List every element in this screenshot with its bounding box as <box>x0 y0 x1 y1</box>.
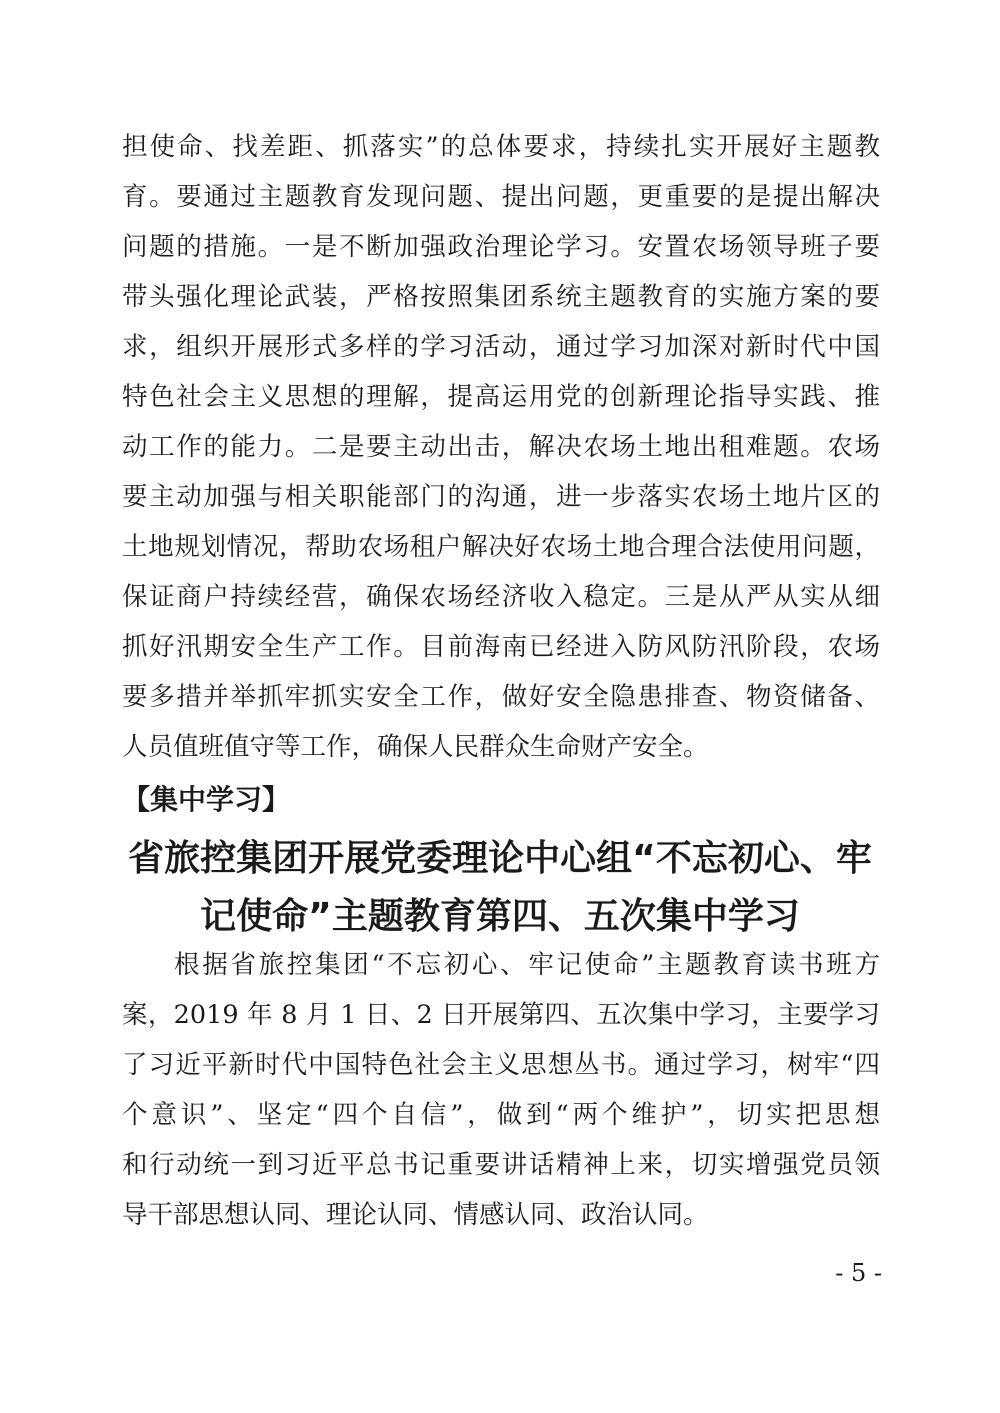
paragraph-line: 根据省旅控集团“不忘初心、牢记使命”主题教育读书班方 <box>174 950 880 980</box>
article-title-line: 省旅控集团开展党委理论中心组“不忘初心、牢 <box>128 838 872 879</box>
article-body <box>122 940 880 1240</box>
paragraph-line: 保证商户持续经营，确保农场经济收入稳定。三是从严从实从细 <box>122 582 880 612</box>
paragraph-line: 人员值班值守等工作，确保人民群众生命财产安全。 <box>122 732 709 762</box>
article-title <box>100 830 900 946</box>
paragraph-line: 问题的措施。一是不断加强政治理论学习。安置农场领导班子要 <box>122 232 880 262</box>
page-number: - 5 - <box>835 1259 882 1287</box>
paragraph-line: 导干部思想认同、理论认同、情感认同、政治认同。 <box>122 1200 709 1230</box>
section-label: 【集中学习】 <box>122 783 291 816</box>
paragraph-line: 要多措并举抓牢抓实安全工作，做好安全隐患排查、物资储备、 <box>122 682 880 712</box>
paragraph-line: 要主动加强与相关职能部门的沟通，进一步落实农场土地片区的 <box>122 482 880 512</box>
paragraph-line: 求，组织开展形式多样的学习活动，通过学习加深对新时代中国 <box>122 332 880 362</box>
paragraph-line: 育。要通过主题教育发现问题、提出问题，更重要的是提出解决 <box>122 182 880 212</box>
paragraph-line: 动工作的能力。二是要主动出击，解决农场土地出租难题。农场 <box>122 432 880 462</box>
paragraph-line: 特色社会主义思想的理解，提高运用党的创新理论指导实践、推 <box>122 382 880 412</box>
paragraph-line: 了习近平新时代中国特色社会主义思想丛书。通过学习，树牢“四 <box>122 1050 880 1080</box>
paragraph-line: 抓好汛期安全生产工作。目前海南已经进入防风防汛阶段，农场 <box>122 632 880 662</box>
paragraph-line: 和行动统一到习近平总书记重要讲话精神上来，切实增强党员领 <box>122 1150 880 1180</box>
paragraph-line: 担使命、找差距、抓落实”的总体要求，持续扎实开展好主题教 <box>122 132 880 162</box>
paragraph-line: 带头强化理论武装，严格按照集团系统主题教育的实施方案的要 <box>122 282 880 312</box>
paragraph-line: 土地规划情况，帮助农场租户解决好农场土地合理合法使用问题， <box>122 532 880 562</box>
top-paragraph <box>122 122 880 772</box>
article-title-line: 记使命”主题教育第四、五次集中学习 <box>200 896 800 937</box>
paragraph-line: 案，2019 年 8 月 1 日、2 日开展第四、五次集中学习，主要学习 <box>122 1000 880 1030</box>
paragraph-line: 个意识”、坚定“四个自信”，做到“两个维护”，切实把思想 <box>122 1100 880 1130</box>
